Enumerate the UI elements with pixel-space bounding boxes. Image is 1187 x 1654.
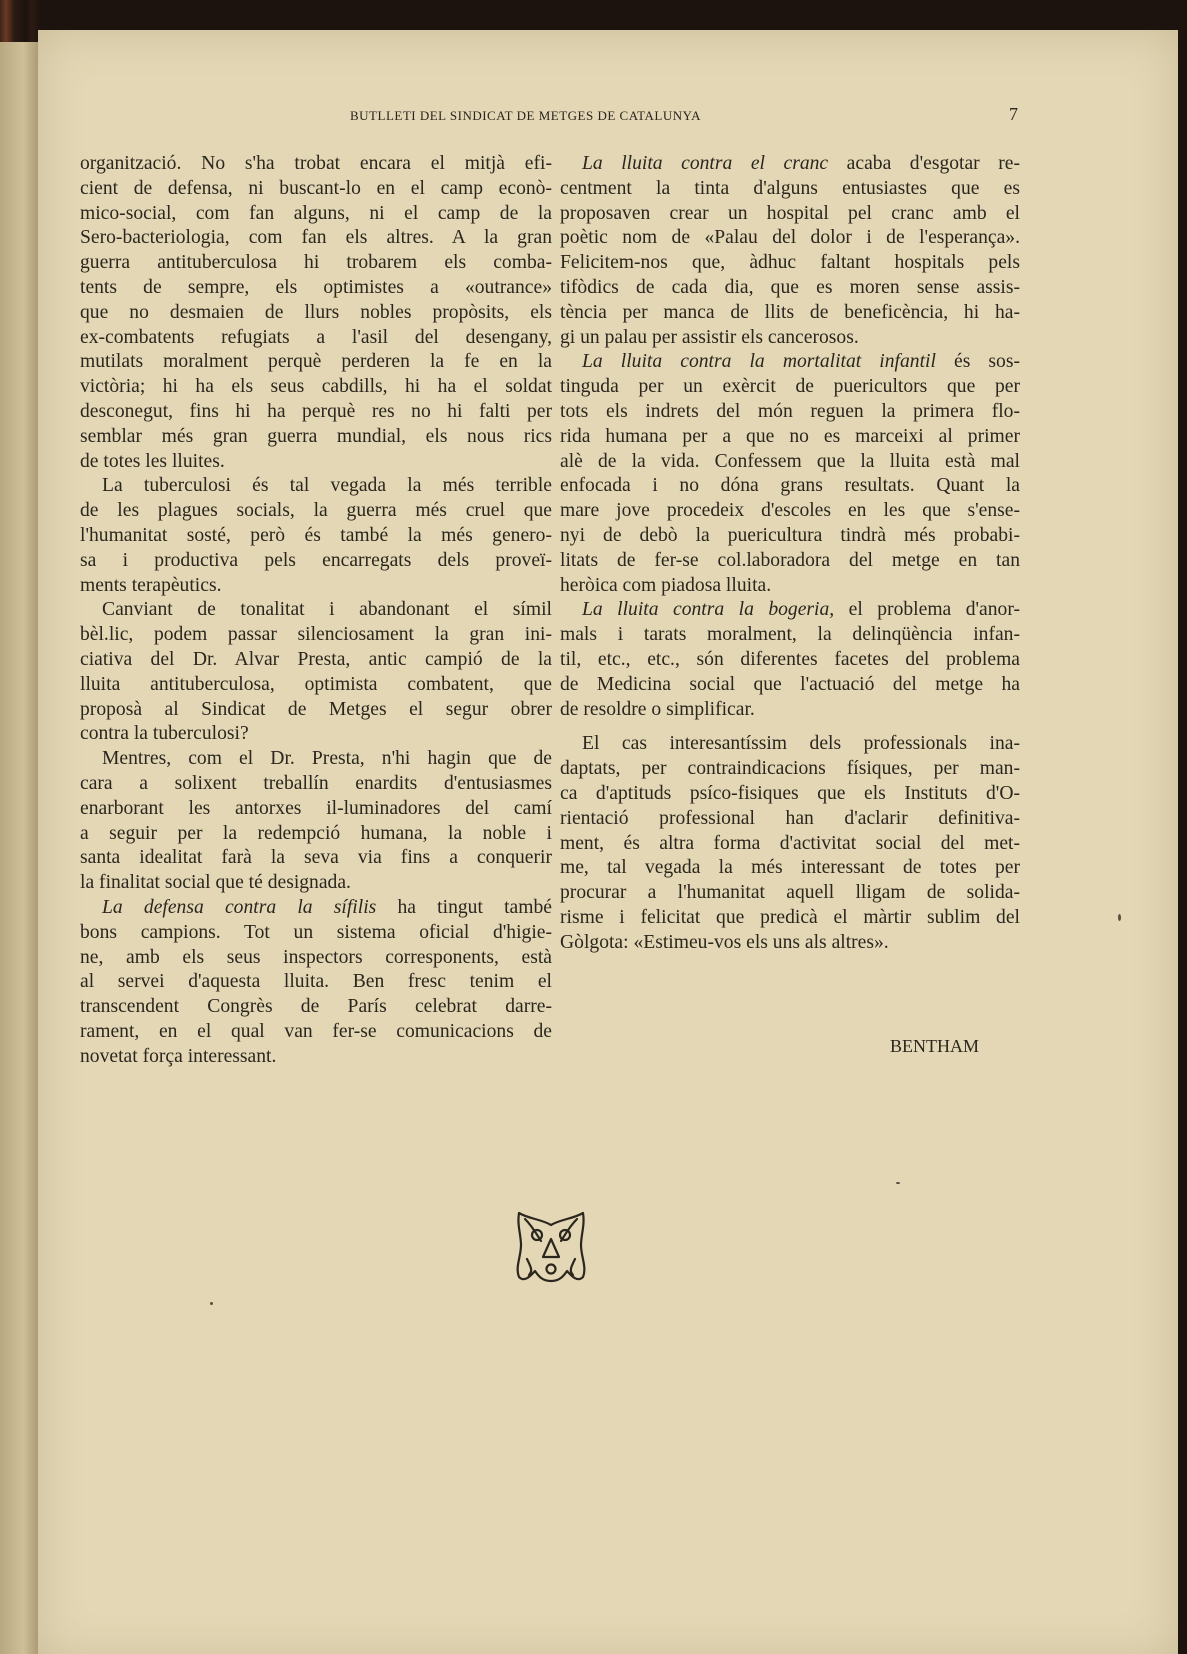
text-line: bèl.lic, podem passar silenciosament la gran ini- (80, 624, 552, 646)
text-line: ex-combatents refugiats a l'asil del desengany, (80, 326, 552, 348)
line-text: acaba d'esgotar re- (828, 153, 1020, 174)
text-line: semblar més gran guerra mundial, els nous rics (80, 425, 552, 447)
text-line: de totes les lluites. (80, 450, 225, 472)
text-line: de les plagues socials, la guerra més cruel que (80, 500, 552, 522)
text-line: al servei d'aquesta lluita. Ben fresc tenim el (80, 971, 552, 993)
decorative-mask-ornament-icon (511, 1205, 591, 1287)
text-line: contra la tuberculosi? (80, 723, 249, 745)
text-line: tinguda per un exèrcit de puericultors que per (560, 376, 1020, 398)
italic-heading-phrase: La defensa contra la sífilis (102, 896, 377, 918)
text-line: Gòlgota: «Estimeu-vos els uns als altres». (560, 931, 889, 953)
author-signature: BENTHAM (890, 1036, 979, 1056)
text-line: litats de fer-se col.laboradora del metge en tan (560, 549, 1020, 571)
text-line: mico-social, com fan alguns, ni el camp de la (80, 202, 552, 224)
text-line: tents de sempre, els optimistes a «outrance» (80, 276, 552, 298)
text-line: centment la tinta d'alguns entusiastes que es (560, 177, 1020, 199)
text-line: me, tal vegada la més interessant de totes per (560, 857, 1020, 879)
text-line: tència per manca de llits de beneficència, hi ha- (560, 301, 1020, 323)
text-line: l'humanitat sosté, però és també la més genero- (80, 524, 552, 546)
text-line: guerra antituberculosa hi trobarem els comba- (80, 252, 552, 274)
text-line: tifòdics de cada dia, que es moren sense assis- (560, 276, 1020, 298)
text-line: desconegut, fins hi ha perquè res no hi falti per (80, 400, 552, 422)
line-text: ha tingut també (376, 896, 552, 918)
text-line: rientació professional han d'aclarir definitiva- (560, 807, 1020, 829)
text-line: mutilats moralment perquè perderen la fe en la (80, 351, 552, 373)
left-column (80, 152, 552, 1069)
text-line (560, 152, 1020, 177)
text-line: sa i productiva pels encarregats dels proveï- (80, 549, 552, 571)
text-line (80, 896, 552, 921)
journal-title: BUTLLETI DEL SINDICAT DE METGES DE CATALUNYA (350, 108, 701, 123)
text-line: cient de defensa, ni buscant-lo en el camp econò- (80, 177, 552, 199)
text-line: rament, en el qual van fer-se comunicacions de (80, 1020, 552, 1042)
text-line: Sero-bacteriologia, com fan els altres. A la gran (80, 227, 552, 249)
text-line: lluita antituberculosa, optimista combatent, que (80, 673, 552, 695)
text-line: til, etc., etc., són diferentes facetes del problema (560, 648, 1020, 670)
text-line (560, 598, 1020, 623)
italic-heading-phrase: La lluita contra la bogeria, (582, 599, 835, 621)
paper-speck (896, 1182, 900, 1184)
text-line (560, 350, 1020, 375)
text-line: poètic nom de «Palau del dolor i de l'esperança». (560, 227, 1020, 249)
text-line: risme i felicitat que predicà el màrtir sublim del (560, 906, 1020, 928)
text-line: a seguir per la redempció humana, la noble i (80, 822, 552, 844)
page-number: 7 (1009, 104, 1018, 124)
text-line: transcendent Congrès de París celebrat darre- (80, 996, 552, 1018)
text-line: mals i tarats moralment, la delinqüència infan- (560, 624, 1020, 646)
text-line: nyi de debò la puericultura tindrà més probabi- (560, 524, 1020, 546)
journal-page (38, 30, 1178, 1654)
text-line: procurar a l'humanitat aquell lligam de solida- (560, 882, 1020, 904)
text-line: que no desmaien de llurs nobles propòsits, els (80, 301, 552, 323)
text-line: Canviant de tonalitat i abandonant el símil (102, 599, 552, 621)
text-line: daptats, per contraindicacions físiques, per man- (560, 758, 1020, 780)
text-line: la finalitat social que té designada. (80, 872, 351, 894)
text-line: gi un palau per assistir els cancerosos. (560, 326, 859, 348)
text-line: Felicitem-nos que, àdhuc faltant hospitals pels (560, 252, 1020, 274)
text-line: heròica com piadosa lluita. (560, 574, 772, 596)
text-line: ment, és altra forma d'activitat social del met- (560, 832, 1020, 854)
text-line: El cas interesantíssim dels professionals ina- (582, 733, 1020, 755)
text-line: cara a solixent treballín enardits d'entusiasmes (80, 772, 552, 794)
text-line: rida humana per a que no es marceixi al primer (560, 425, 1020, 447)
paper-speck (1118, 914, 1121, 921)
text-line: La tuberculosi és tal vegada la més terrible (102, 475, 552, 497)
text-line: proposà al Sindicat de Metges el segur obrer (80, 698, 552, 720)
text-line: tots els indrets del món reguen la primera flo- (560, 400, 1020, 422)
text-line: ciativa del Dr. Alvar Presta, antic campió de la (80, 648, 552, 670)
text-line: enarborant les antorxes il-luminadores del camí (80, 797, 552, 819)
text-line: ca d'aptituds psíco-fisiques que els Instituts d'O- (560, 782, 1020, 804)
text-line: bons campions. Tot un sistema oficial d'higie- (80, 921, 552, 943)
text-line: Mentres, com el Dr. Presta, n'hi hagin que de (102, 748, 552, 770)
text-line: mare jove procedeix d'escoles en les que s'ense- (560, 500, 1020, 522)
text-line: ments terapèutics. (80, 574, 222, 596)
right-column (560, 152, 1020, 956)
text-line: alè de la vida. Confessem que la lluita està mal (560, 450, 1020, 472)
text-line: organització. No s'ha trobat encara el mitjà efi- (80, 153, 552, 174)
italic-heading-phrase: La lluita contra el cranc (582, 153, 829, 174)
text-line: de Medicina social que l'actuació del metge ha (560, 673, 1020, 695)
text-line: de resoldre o simplificar. (560, 698, 755, 720)
text-line: ne, amb els seus inspectors corresponents, està (80, 946, 552, 968)
text-line: novetat força interessant. (80, 1045, 277, 1067)
text-line: enfocada i no dóna grans resultats. Quant la (560, 475, 1020, 497)
text-line: santa idealitat farà la seva via fins a conquerir (80, 847, 552, 869)
text-line: proposaven crear un hospital pel cranc amb el (560, 202, 1020, 224)
paragraph-gap (560, 722, 1020, 732)
line-text: és sos- (935, 351, 1020, 373)
italic-heading-phrase: La lluita contra la mortalitat infantil (582, 351, 936, 373)
running-header (38, 104, 1178, 128)
text-line: victòria; hi ha els seus cabdills, hi ha el soldat (80, 376, 552, 398)
paper-speck (210, 1302, 213, 1305)
line-text: el problema d'anor- (834, 599, 1020, 621)
